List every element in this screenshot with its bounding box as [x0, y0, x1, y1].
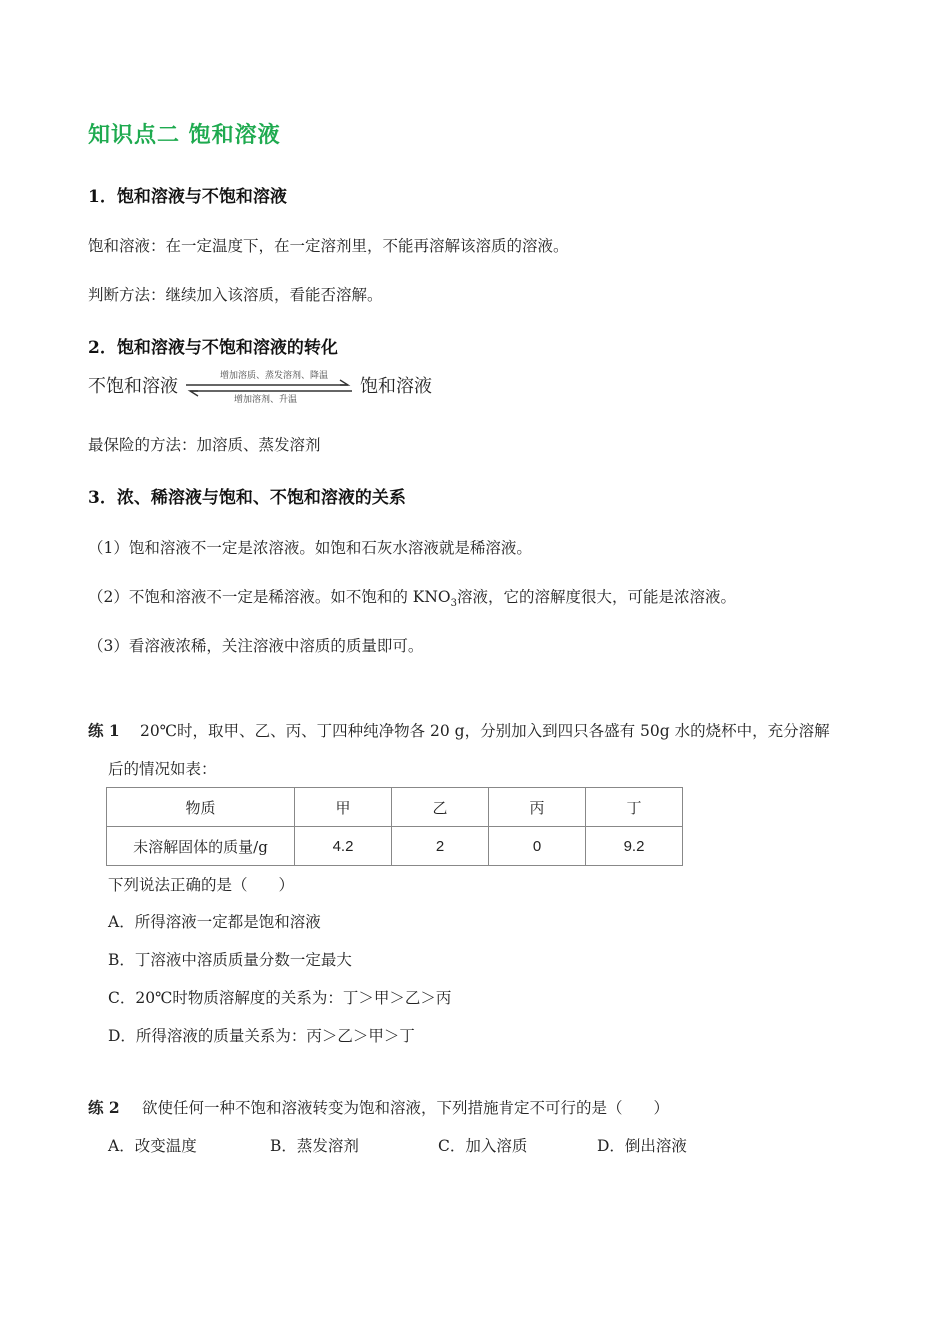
- table-header-cell: 乙: [392, 788, 489, 827]
- table-row: [107, 827, 683, 866]
- exercise1-option-d: D．所得溶液的质量关系为：丙＞乙＞甲＞丁: [108, 1027, 415, 1045]
- table-header-row: [107, 788, 683, 827]
- relation-item-2-rest: 溶液，它的溶解度很大，可能是浓溶液。: [457, 588, 737, 606]
- table-cell: 2: [392, 827, 489, 866]
- relation-item-1: （1）饱和溶液不一定是浓溶液。如饱和石灰水溶液就是稀溶液。: [88, 539, 532, 557]
- safest-method: 最保险的方法：加溶质、蒸发溶剂: [88, 436, 321, 454]
- table-header-cell: 物质: [107, 788, 295, 827]
- exercise2-option-a: A．改变温度: [108, 1137, 197, 1155]
- table-header-cell: 丙: [489, 788, 586, 827]
- exercise1-option-b: B．丁溶液中溶质质量分数一定最大: [108, 951, 352, 969]
- exercise1-question: 下列说法正确的是（ ）: [108, 876, 295, 894]
- part3-heading: 3．浓、稀溶液与饱和、不饱和溶液的关系: [88, 488, 406, 508]
- table-header-cell: 丁: [586, 788, 683, 827]
- exercise1-option-a: A．所得溶液一定都是饱和溶液: [108, 913, 321, 931]
- section-title: 知识点二 饱和溶液: [88, 123, 281, 148]
- saturated-term: 饱和溶液: [360, 376, 432, 397]
- relation-item-3: （3）看溶液浓稀，关注溶液中溶质的质量即可。: [88, 637, 424, 655]
- relation-item-2-text: （2）不饱和溶液不一定是稀溶液。如不饱和的 KNO: [88, 588, 451, 606]
- table-cell: 4.2: [295, 827, 392, 866]
- judgment-method: 判断方法：继续加入该溶质，看能否溶解。: [88, 286, 383, 304]
- exercise1-option-c: C．20℃时物质溶解度的关系为：丁＞甲＞乙＞丙: [108, 989, 452, 1007]
- exercise1-stem-line2: 后的情况如表：: [108, 760, 217, 778]
- exercise2-option-c: C．加入溶质: [438, 1137, 528, 1155]
- exercise1-label: 练 1: [88, 721, 120, 740]
- exercise2-option-d: D．倒出溶液: [597, 1137, 687, 1155]
- exercise2-label: 练 2: [88, 1098, 120, 1117]
- part1-heading: 1．饱和溶液与不饱和溶液: [88, 187, 287, 207]
- exercise2-option-b: B．蒸发溶剂: [270, 1137, 359, 1155]
- arrow-bottom-label: 增加溶剂、升温: [234, 395, 298, 405]
- table-cell: 9.2: [586, 827, 683, 866]
- arrow-top-label: 增加溶质、蒸发溶剂、降温: [220, 371, 329, 381]
- subscript: 3: [450, 598, 458, 610]
- relation-item-2: [88, 585, 736, 609]
- saturated-definition: 饱和溶液：在一定温度下，在一定溶剂里，不能再溶解该溶质的溶液。: [88, 237, 569, 255]
- exercise2-stem: 欲使任何一种不饱和溶液转变为饱和溶液，下列措施肯定不可行的是（ ）: [142, 1099, 670, 1117]
- exercise1-table: [106, 787, 683, 866]
- conversion-diagram: [88, 366, 488, 406]
- table-cell: 0: [489, 827, 586, 866]
- table-header-cell: 甲: [295, 788, 392, 827]
- table-cell: 未溶解固体的质量/g: [107, 827, 295, 866]
- unsaturated-term: 不饱和溶液: [88, 376, 178, 397]
- exercise1-stem-line1: 20℃时，取甲、乙、丙、丁四种纯净物各 20 g，分别加入到四只各盛有 50g 水的烧杯中，充分溶解: [140, 722, 830, 740]
- part2-heading: 2．饱和溶液与不饱和溶液的转化: [88, 338, 338, 358]
